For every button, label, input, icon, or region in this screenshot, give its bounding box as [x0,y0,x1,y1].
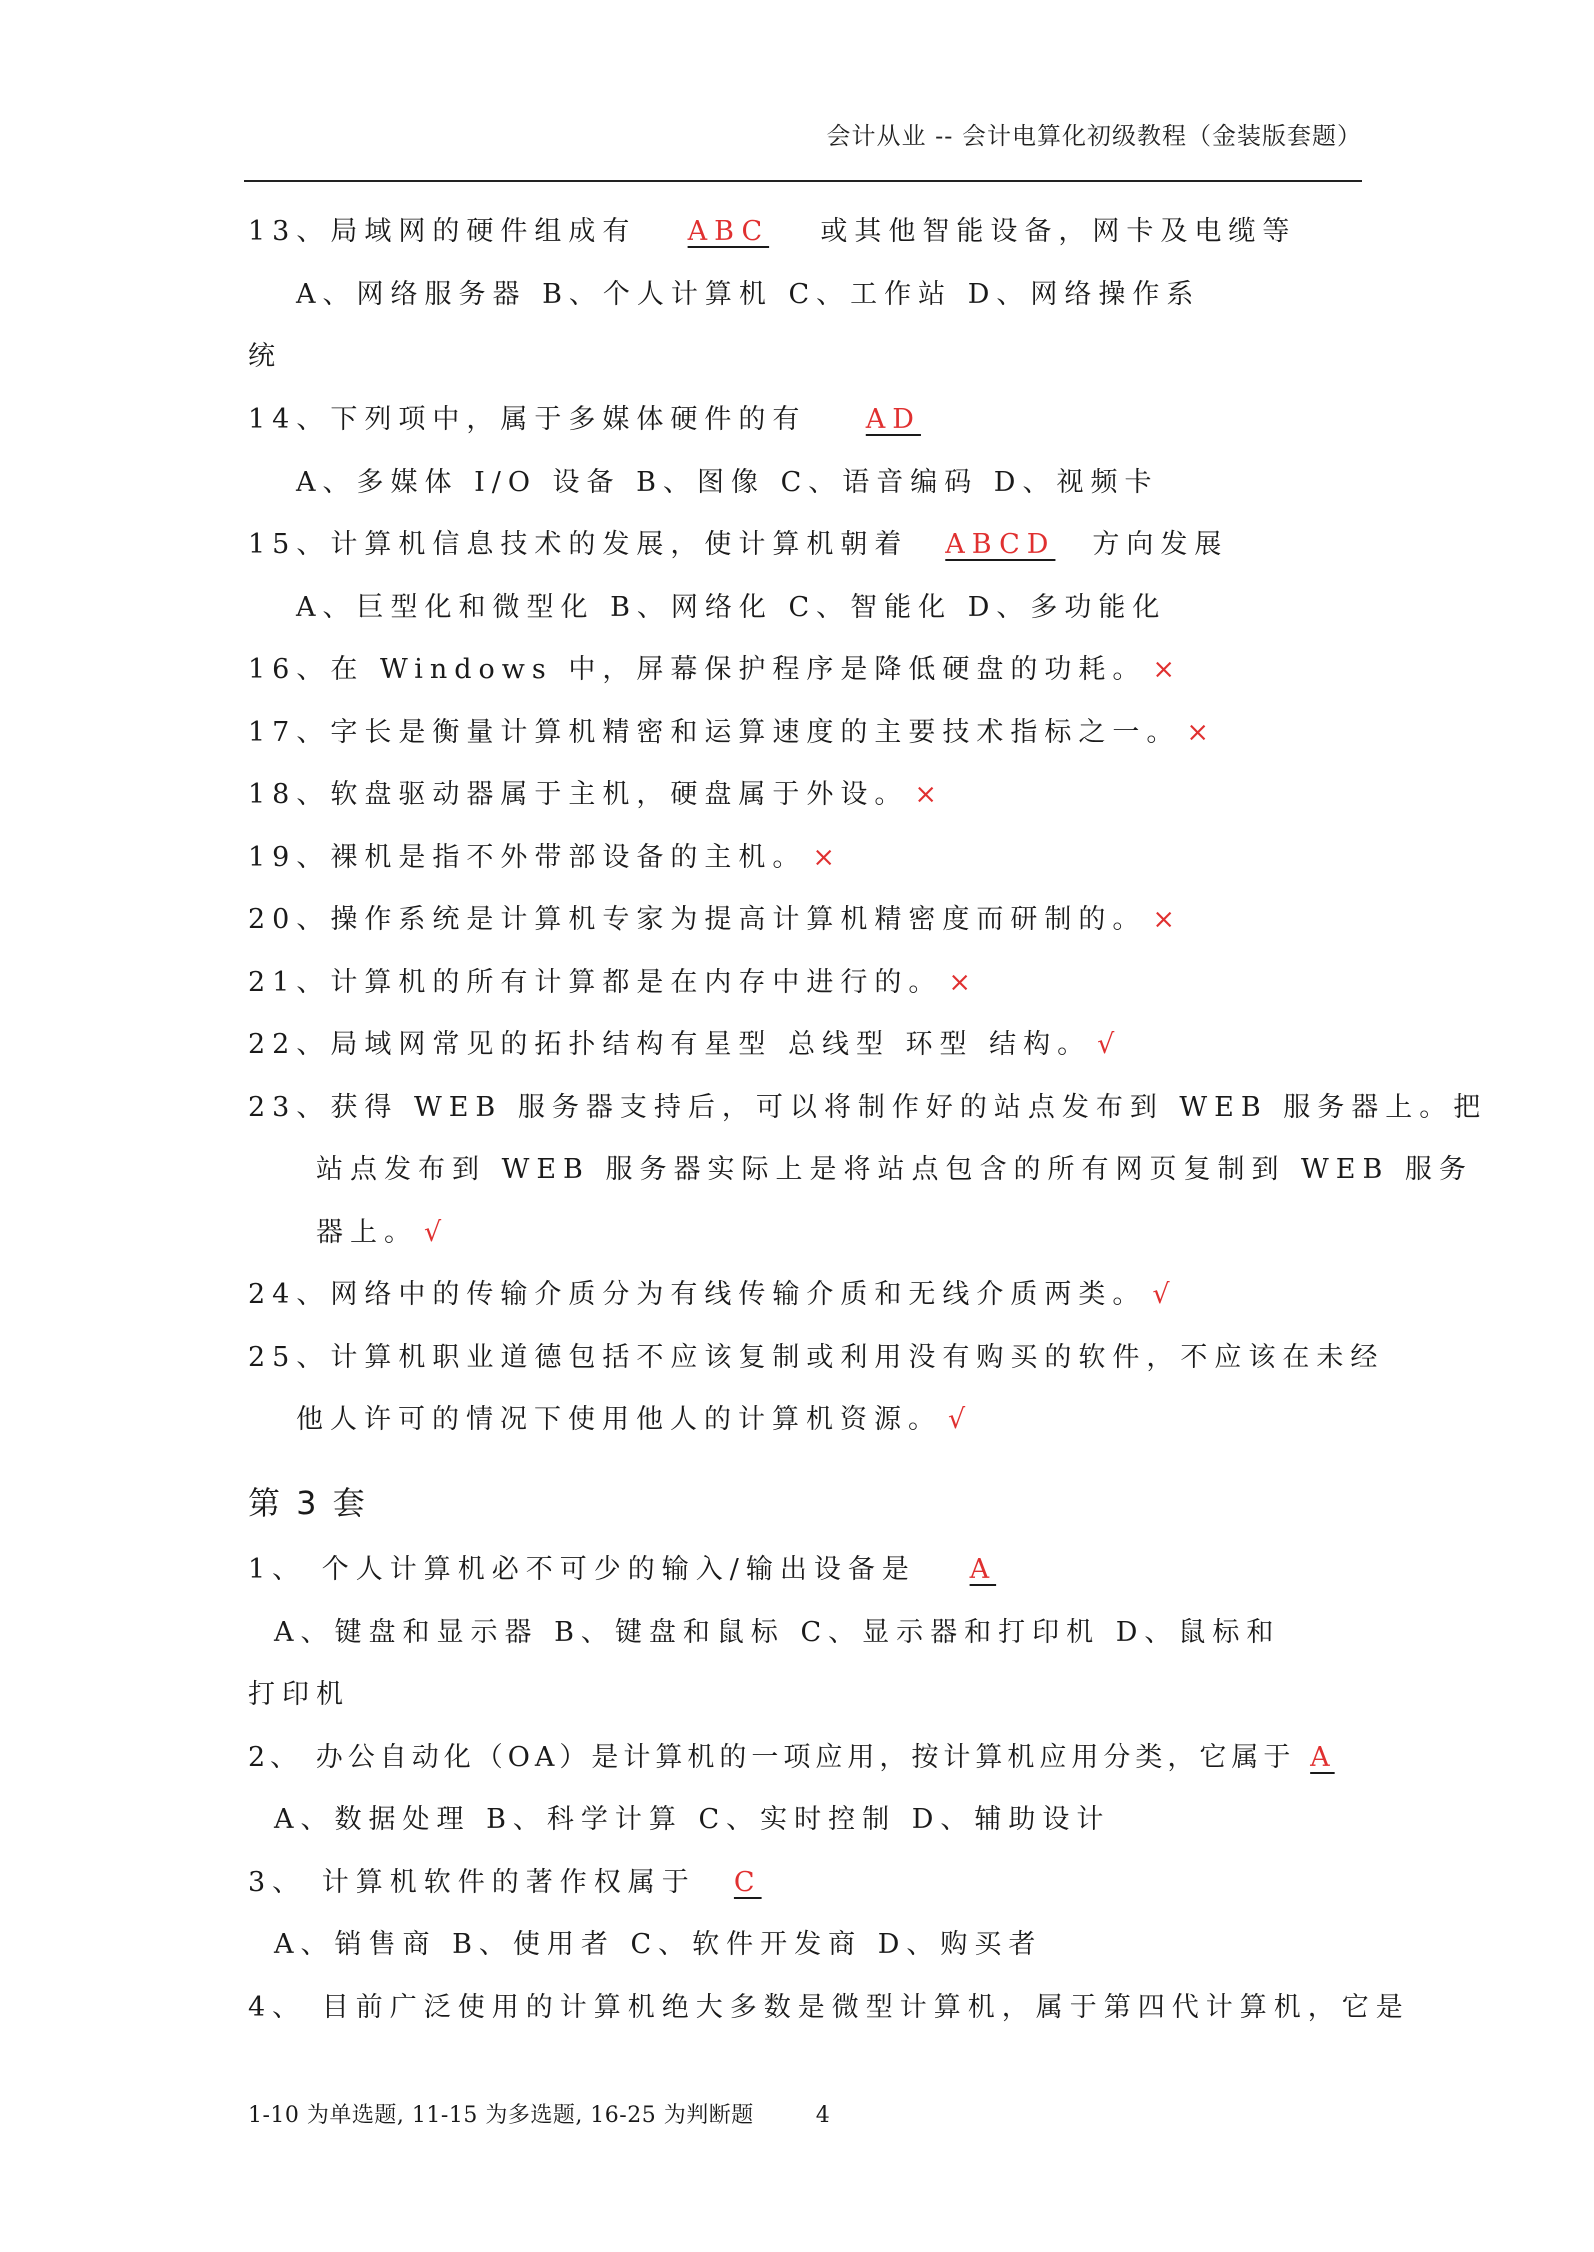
options-13-cont: 统 [248,341,282,372]
set3-question-4: 4、 目前广泛使用的计算机绝大多数是微型计算机，属于第四代计算机，它是 [248,1992,1410,2023]
question-15: 15、计算机信息技术的发展，使计算机朝着 ABCD 方向发展 [248,529,1229,560]
cross-mark-icon: × [948,967,978,998]
options-14: A、多媒体 I/O 设备 B、图像 C、语音编码 D、视频卡 [296,467,1159,498]
cross-mark-icon: × [914,779,944,810]
question-17: 17、字长是衡量计算机精密和运算速度的主要技术指标之一。 × [248,717,1216,748]
answer-blank: ABC [687,216,770,247]
question-24: 24、网络中的传输介质分为有线传输介质和无线介质两类。 √ [248,1279,1177,1310]
cross-mark-icon: × [1152,904,1182,935]
answer-blank: ABCD [945,529,1056,560]
set3-options-1-cont: 打印机 [248,1679,350,1710]
cross-mark-icon: × [812,842,842,873]
set3-question-2: 2、 办公自动化（OA）是计算机的一项应用，按计算机应用分类，它属于 A [248,1744,1349,1771]
answer-blank: A [1310,1742,1335,1773]
question-23-cont: 站点发布到 WEB 服务器实际上是将站点包含的所有网页复制到 WEB 服务 [316,1154,1473,1185]
question-19: 19、裸机是指不外带部设备的主机。 × [248,842,842,873]
set3-question-1: 1、 个人计算机必不可少的输入/输出设备是 A [248,1556,1050,1583]
check-mark-icon: √ [948,1404,973,1435]
answer-blank: A [969,1554,997,1585]
set3-options-3: A、销售商 B、使用者 C、软件开发商 D、购买者 [274,1929,1043,1960]
cross-mark-icon: × [1186,717,1216,748]
question-13: 13、局域网的硬件组成有 ABC 或其他智能设备，网卡及电缆等 [248,216,1297,247]
footer-note: 1-10 为单选题, 11-15 为多选题, 16-25 为判断题 [248,2103,754,2128]
question-25: 25、计算机职业道德包括不应该复制或利用没有购买的软件，不应该在未经 [248,1342,1385,1373]
question-14: 14、下列项中，属于多媒体硬件的有 AD [248,406,980,433]
page-number: 4 [815,2103,831,2128]
header-divider [244,180,1362,182]
set3-options-1: A、键盘和显示器 B、键盘和鼠标 C、显示器和打印机 D、鼠标和 [274,1617,1281,1648]
page-footer [248,2098,830,2129]
options-13: A、网络服务器 B、个人计算机 C、工作站 D、网络操作系 [296,279,1201,310]
cross-mark-icon: × [1152,654,1182,685]
question-23-end: 器上。 √ [316,1217,449,1248]
question-20: 20、操作系统是计算机专家为提高计算机精密度而研制的。 × [248,904,1182,935]
set3-question-3: 3、 计算机软件的著作权属于 C [248,1869,800,1896]
question-16: 16、在 Windows 中，屏幕保护程序是降低硬盘的功耗。 × [248,654,1182,685]
question-23: 23、获得 WEB 服务器支持后，可以将制作好的站点发布到 WEB 服务器上。把 [248,1092,1488,1123]
question-22: 22、局域网常见的拓扑结构有星型 总线型 环型 结构。 √ [248,1029,1122,1060]
check-mark-icon: √ [1097,1029,1122,1060]
check-mark-icon: √ [1152,1279,1177,1310]
options-15: A、巨型化和微型化 B、网络化 C、智能化 D、多功能化 [296,592,1167,623]
section-title: 第 3 套 [248,1484,368,1522]
page-header: 会计从业 -- 会计电算化初级教程（金装版套题） [826,122,1362,150]
question-18: 18、软盘驱动器属于主机，硬盘属于外设。 × [248,779,944,810]
check-mark-icon: √ [424,1217,449,1248]
answer-blank: AD [865,404,921,435]
question-21: 21、计算机的所有计算都是在内存中进行的。 × [248,967,978,998]
answer-blank: C [733,1867,762,1898]
question-25-cont: 他人许可的情况下使用他人的计算机资源。 √ [296,1404,973,1435]
set3-options-2: A、数据处理 B、科学计算 C、实时控制 D、辅助设计 [274,1804,1111,1835]
